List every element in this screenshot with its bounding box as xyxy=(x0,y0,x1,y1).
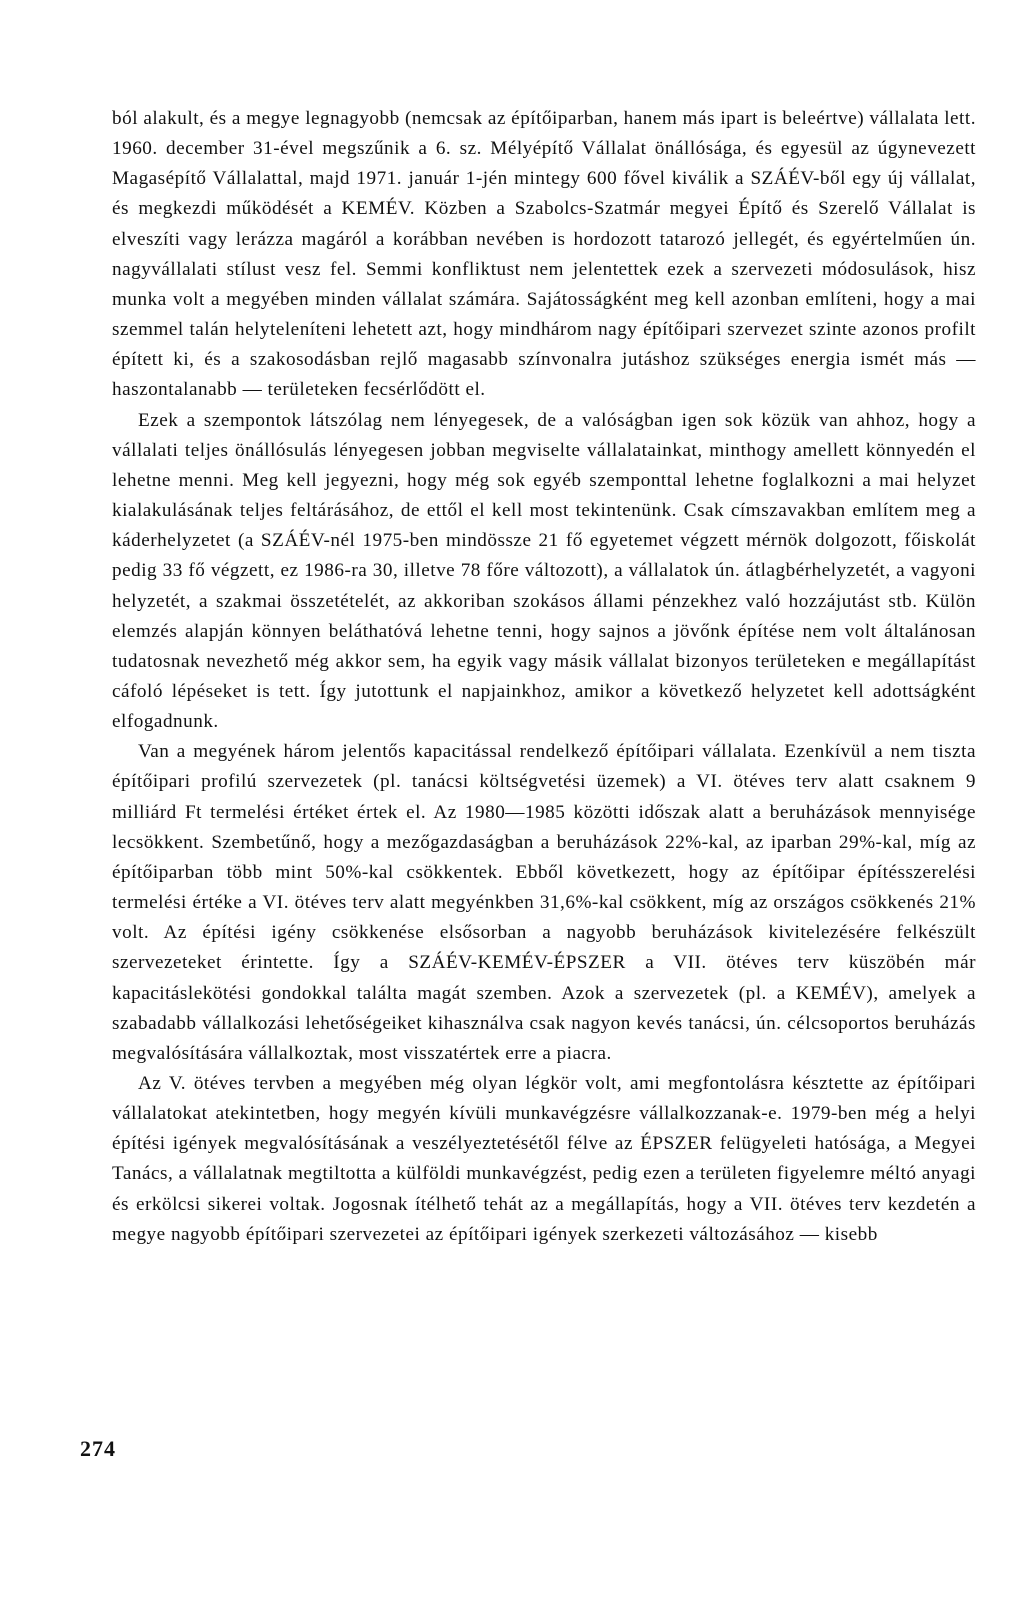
paragraph-2: Ezek a szempontok látszólag nem lényegesek, de a valóságban igen sok közük van ahhoz, hogy a vállalati teljes önállósulás lényegesen jobban megviselte vállalatainkat, minthogy amellett könnyedén el lehetne menni. Meg kell jegyezni, hogy még sok egyéb szemponttal lehetne foglalkozni a mai helyzet kialakulásának teljes feltárásához, de ettől el kell most tekintenünk. Csak címszavakban említem meg a káderhelyzetet (a SZÁÉV-nél 1975-ben mindössze 21 fő egyetemet végzett mérnök dolgozott, főiskolát pedig 33 fő végzett, ez 1986-ra 30, illetve 78 főre változott), a vállalatok ún. átlagbérhelyzetét, a vagyoni helyzetét, a szakmai összetételét, az akkoriban szokásos állami pénzekhez való hozzájutást stb. Külön elemzés alapján könnyen beláthatóvá lehetne tenni, hogy sajnos a jövőnk építése nem volt általánosan tudatosnak nevezhető még akkor sem, ha egyik vagy másik vállalat bizonyos területeken e megállapítást cáfoló lépéseket is tett. Így jutottunk el napjainkhoz, amikor a következő helyzetet kell adottságként elfogadnunk. xyxy=(112,409,976,733)
body-text xyxy=(112,104,976,1250)
paragraph-4: Az V. ötéves tervben a megyében még olyan légkör volt, ami megfontolásra késztette az építőipari vállalatokat atekintetben, hogy megyén kívüli munkavégzésre vállalkozzanak-e. 1979-ben még a helyi építési igények megvalósításának a veszélyeztetésétől félve az ÉPSZER felügyeleti hatósága, a Megyei Tanács, a vállalatnak megtiltotta a külföldi munkavégzést, pedig ezen a területen figyelemre méltó anyagi és erkölcsi sikerei voltak. Jogosnak ítélhető tehát az a megállapítás, hogy a VII. ötéves terv kezdetén a megye nagyobb építőipari szervezetei az építőipari igények szerkezeti változásához — kisebb xyxy=(112,1073,976,1245)
paragraph-1: ból alakult, és a megye legnagyobb (nemcsak az építőiparban, hanem más ipart is beleértve) vállalata lett. 1960. december 31-ével megszűnik a 6. sz. Mélyépítő Vállalat önállósága, és egyesül az úgynevezett Magasépítő Vállalattal, majd 1971. január 1-jén mintegy 600 fővel kiválik a SZÁÉV-ből egy új vállalat, és megkezdi működését a KEMÉV. Közben a Szabolcs-Szatmár megyei Építő és Szerelő Vállalat is elveszíti vagy lerázza magáról a korábban nevében is hordozott tatarozó jellegét, és egyértelműen ún. nagyvállalati stílust vesz fel. Semmi konfliktust nem jelentettek ezek a szervezeti módosulások, hisz munka volt a megyében minden vállalat számára. Sajátosságként meg kell azonban említeni, hogy a mai szemmel talán helyteleníteni lehetett azt, hogy mindhárom nagy építőipari szervezet szinte azonos profilt épített ki, és a szakosodásban rejlő magasabb színvonalra jutáshoz szükséges energia ismét más — haszontalanabb — területeken fecsérlődött el. xyxy=(112,108,976,401)
page-number: 274 xyxy=(80,1436,116,1461)
paragraph-3: Van a megyének három jelentős kapacitással rendelkező építőipari vállalata. Ezenkívül a nem tiszta építőipari profilú szervezetek (pl. tanácsi költségvetési üzemek) a VI. ötéves terv alatt csaknem 9 milliárd Ft termelési értéket értek el. Az 1980—1985 közötti időszak alatt a beruházások mennyisége lecsökkent. Szembetűnő, hogy a mezőgazdaságban a beruházások 22%-kal, az iparban 29%-kal, míg az építőiparban több mint 50%-kal csökkentek. Ebből következett, hogy az építőipar építésszerelési termelési értéke a VI. ötéves terv alatt megyénkben 31,6%-kal csökkent, míg az országos csökkenés 21% volt. Az építési igény csökkenése elsősorban a nagyobb beruházások kivitelezésére felkészült szervezeteket érintette. Így a SZÁÉV-KEMÉV-ÉPSZER a VII. ötéves terv küszöbén már kapacitáslekötési gondokkal találta magát szemben. Azok a szervezetek (pl. a KEMÉV), amelyek a szabadabb vállalkozási lehetőségeiket kihasználva csak nagyon kevés tanácsi, ún. célcsoportos beruházás megvalósítására vállalkoztak, most visszatértek erre a piacra. xyxy=(112,741,976,1064)
